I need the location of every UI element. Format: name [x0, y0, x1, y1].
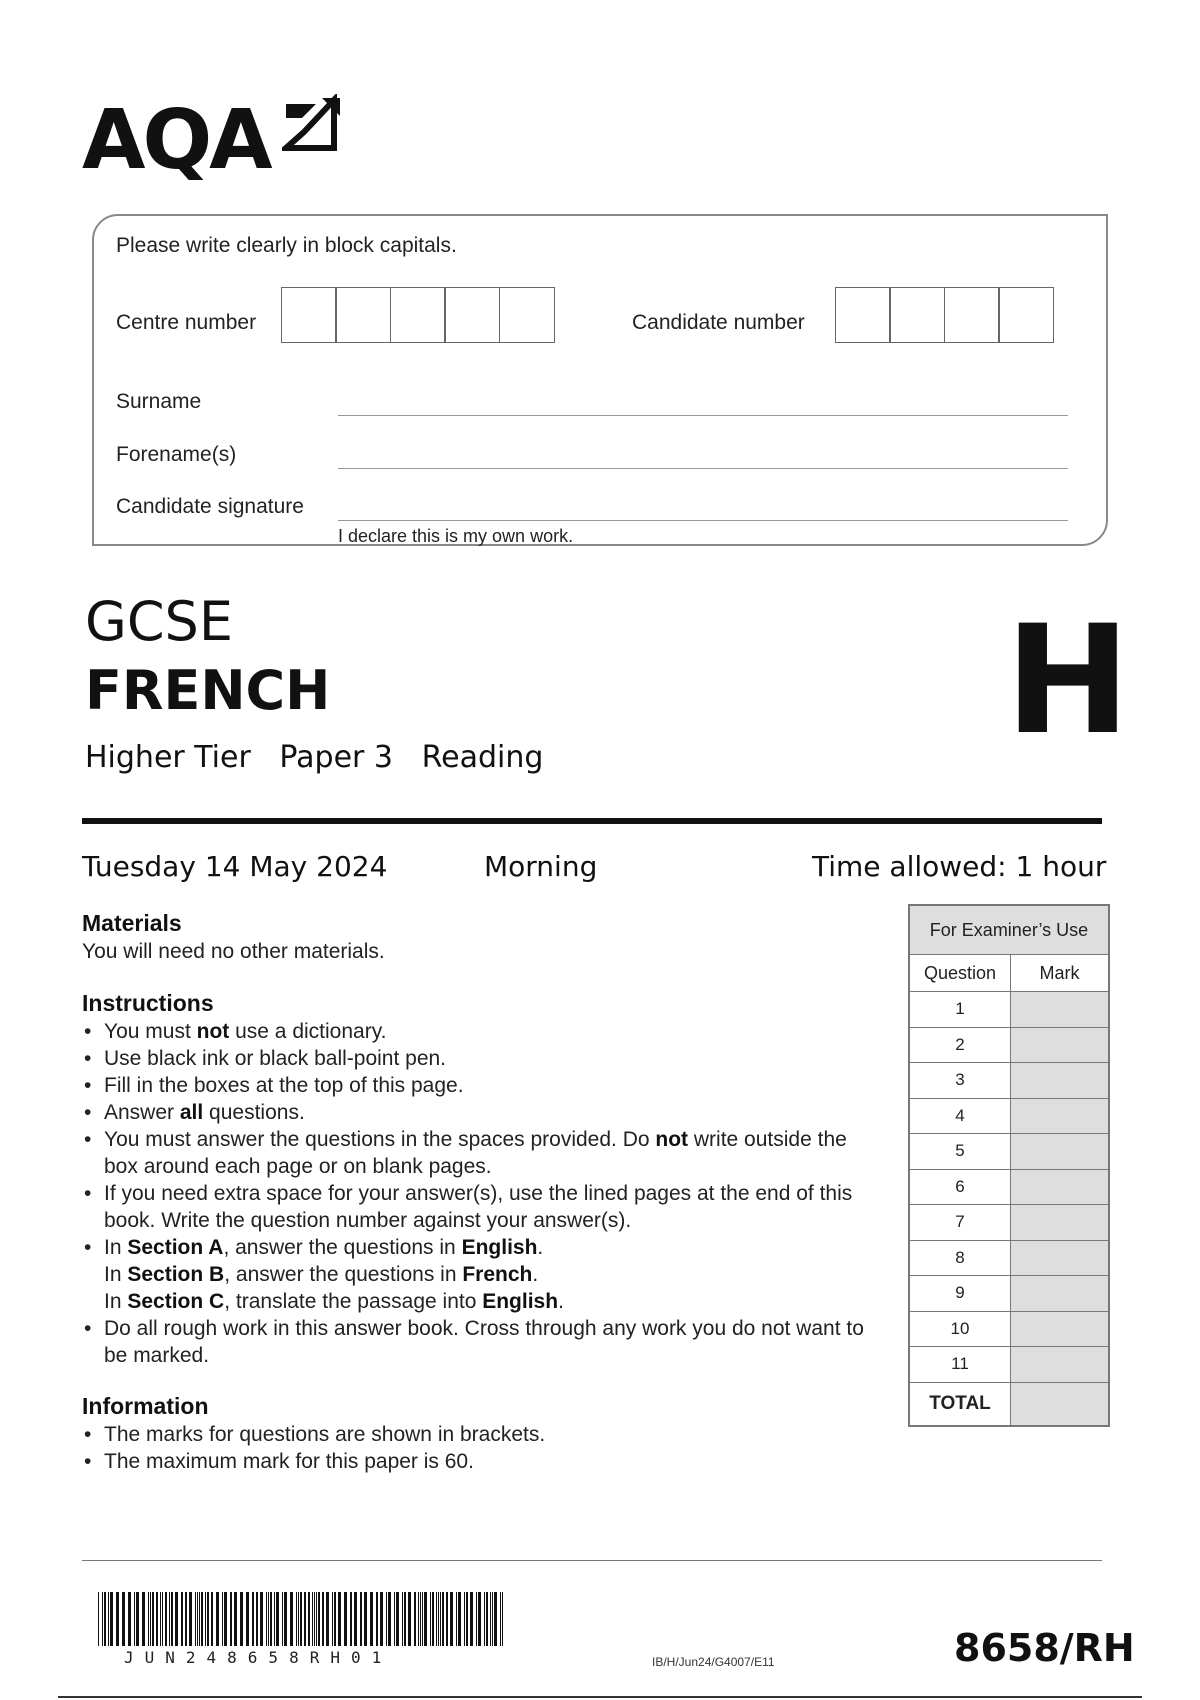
candidate-number-label: Candidate number — [632, 311, 805, 334]
barcode-bar — [492, 1592, 493, 1646]
barcode-bar — [318, 1592, 320, 1646]
barcode-bar — [500, 1592, 501, 1646]
tier-text: Higher Tier — [85, 740, 251, 775]
barcode-bar — [296, 1592, 297, 1646]
centre-digit-box[interactable] — [499, 287, 555, 343]
barcode-bar — [189, 1592, 192, 1646]
barcode-number: JUN248658RH01 — [124, 1648, 393, 1667]
barcode-bar — [438, 1592, 439, 1646]
list-item: • You must not use a dictionary. — [82, 1018, 872, 1045]
barcode-bar — [338, 1592, 341, 1646]
barcode-bar — [224, 1592, 227, 1646]
barcode-bar — [402, 1592, 403, 1646]
centre-digit-box[interactable] — [390, 287, 446, 343]
barcode-bar — [350, 1592, 352, 1646]
mark-cell — [1011, 992, 1110, 1028]
table-row: 2 — [909, 1027, 1109, 1063]
mark-cell — [1011, 1098, 1110, 1134]
barcode-bar — [490, 1592, 491, 1646]
forename-line[interactable] — [338, 468, 1068, 469]
block-capitals-instruction: Please write clearly in block capitals. — [116, 234, 457, 257]
barcode-bar — [314, 1592, 315, 1646]
table-row: 6 — [909, 1169, 1109, 1205]
barcode-bar — [376, 1592, 378, 1646]
instructions-list — [82, 1018, 872, 1369]
barcode-bar — [396, 1592, 399, 1646]
table-row: 1 — [909, 992, 1109, 1028]
mark-cell — [1011, 1311, 1110, 1347]
subject-title: FRENCH — [85, 659, 331, 722]
paper-subtitle — [85, 740, 543, 775]
table-row: 3 — [909, 1063, 1109, 1099]
barcode-bar — [246, 1592, 249, 1646]
centre-number-boxes[interactable] — [282, 287, 555, 343]
list-item: • The maximum mark for this paper is 60. — [82, 1448, 872, 1475]
barcode-bar — [98, 1592, 99, 1646]
barcode-bar — [466, 1592, 468, 1646]
aqa-logo: AQA — [82, 93, 270, 188]
barcode-bar — [148, 1592, 149, 1646]
table-row: 5 — [909, 1134, 1109, 1170]
barcode-bar — [388, 1592, 391, 1646]
aqa-logo-mark-icon — [282, 94, 342, 154]
page-bottom-rule — [58, 1696, 1142, 1698]
declaration-text: I declare this is my own work. — [338, 526, 574, 546]
barcode-bar — [150, 1592, 151, 1646]
mark-cell — [1011, 1169, 1110, 1205]
barcode-bar — [334, 1592, 336, 1646]
time-allowed: Time allowed: 1 hour — [812, 850, 1107, 883]
barcode-bar — [432, 1592, 434, 1646]
barcode-bar — [252, 1592, 254, 1646]
barcode-bar — [464, 1592, 465, 1646]
barcode-bar — [142, 1592, 145, 1646]
barcode-bar — [276, 1592, 279, 1646]
barcode-bar — [256, 1592, 258, 1646]
barcode-bar — [418, 1592, 419, 1646]
signature-line[interactable] — [338, 520, 1068, 521]
barcode-bar — [354, 1592, 357, 1646]
barcode-bar — [422, 1592, 423, 1646]
barcode-bar — [300, 1592, 302, 1646]
candidate-digit-box[interactable] — [998, 287, 1054, 343]
barcode-bar — [360, 1592, 362, 1646]
forename-label: Forename(s) — [116, 443, 237, 466]
barcode-bar — [211, 1592, 213, 1646]
information-heading: Information — [82, 1393, 209, 1419]
barcode-bar — [312, 1592, 313, 1646]
barcode-bar — [152, 1592, 154, 1646]
list-item: • Answer all questions. — [82, 1099, 872, 1126]
mark-cell — [1011, 1205, 1110, 1241]
barcode-bar — [282, 1592, 283, 1646]
barcode-bar — [181, 1592, 183, 1646]
barcode-bar — [171, 1592, 173, 1646]
list-item: • In Section A, answer the questions in English. In Section B, answer the questions in French. In Section C, translate the passage into English. — [82, 1234, 872, 1315]
barcode-bar — [414, 1592, 416, 1646]
barcode-bar — [162, 1592, 163, 1646]
barcode-bar — [316, 1592, 317, 1646]
barcode-bar — [102, 1592, 103, 1646]
barcode-bar — [268, 1592, 269, 1646]
barcode-bar — [502, 1592, 503, 1646]
barcode-bar — [494, 1592, 497, 1646]
list-item: • Fill in the boxes at the top of this page. — [82, 1072, 872, 1099]
barcode-bar — [436, 1592, 437, 1646]
barcode-bar — [122, 1592, 125, 1646]
barcode-bar — [160, 1592, 161, 1646]
barcode-bar — [116, 1592, 119, 1646]
barcode-bar — [165, 1592, 167, 1646]
barcode-bar — [394, 1592, 395, 1646]
barcode-bar — [424, 1592, 427, 1646]
barcode-bar — [240, 1592, 243, 1646]
title-divider — [82, 818, 1102, 824]
signature-label: Candidate signature — [116, 495, 304, 518]
paper-number: Paper 3 — [279, 740, 394, 775]
materials-text: You will need no other materials. — [82, 940, 385, 963]
barcode-bar — [370, 1592, 373, 1646]
list-item: • Use black ink or black ball-point pen. — [82, 1045, 872, 1072]
barcode-bar — [205, 1592, 206, 1646]
list-item: • The marks for questions are shown in brackets. — [82, 1421, 872, 1448]
examiners-use-table — [908, 904, 1110, 1427]
surname-label: Surname — [116, 390, 202, 413]
paper-code: 8658/RH — [954, 1626, 1135, 1670]
mark-cell — [1011, 1027, 1110, 1063]
barcode-bar — [326, 1592, 329, 1646]
barcode-bar — [108, 1592, 109, 1646]
list-item: • You must answer the questions in the spaces provided. Do not write outside the box around each page or on blank pages. — [82, 1126, 872, 1180]
barcode-bar — [197, 1592, 198, 1646]
barcode-bar — [156, 1592, 158, 1646]
barcode-bar — [260, 1592, 263, 1646]
barcode-bar — [486, 1592, 488, 1646]
table-row: 7 — [909, 1205, 1109, 1241]
instructions-heading: Instructions — [82, 990, 214, 1016]
barcode-bar — [304, 1592, 306, 1646]
barcode-bar — [201, 1592, 203, 1646]
total-mark-cell — [1011, 1382, 1110, 1426]
candidate-number-boxes[interactable] — [836, 287, 1054, 343]
barcode-bar — [442, 1592, 444, 1646]
barcode-bar — [456, 1592, 457, 1646]
barcode-bar — [344, 1592, 347, 1646]
barcode-bar — [440, 1592, 441, 1646]
barcode-bar — [274, 1592, 275, 1646]
barcode-bar — [270, 1592, 272, 1646]
candidate-digit-box[interactable] — [835, 287, 891, 343]
barcode-bar — [230, 1592, 232, 1646]
barcode-bar — [222, 1592, 223, 1646]
barcode-bar — [234, 1592, 237, 1646]
reference-code: IB/H/Jun24/G4007/E11 — [652, 1655, 775, 1669]
candidate-digit-box[interactable] — [889, 287, 945, 343]
barcode-bar — [408, 1592, 411, 1646]
barcode-bar — [290, 1592, 293, 1646]
centre-number-label: Centre number — [116, 311, 257, 334]
barcode-bar — [284, 1592, 287, 1646]
table-row: 4 — [909, 1098, 1109, 1134]
materials-heading: Materials — [82, 910, 182, 936]
barcode-bar — [298, 1592, 299, 1646]
barcode-bar — [478, 1592, 481, 1646]
barcode-bar — [404, 1592, 406, 1646]
tier-letter: H — [1005, 594, 1131, 768]
list-item: • Do all rough work in this answer book. Cross through any work you do not want to be marked. — [82, 1315, 872, 1369]
component-name: Reading — [421, 740, 544, 775]
candidate-digit-box[interactable] — [944, 287, 1000, 343]
barcode-bar — [136, 1592, 139, 1646]
centre-digit-box[interactable] — [281, 287, 337, 343]
mark-cell — [1011, 1347, 1110, 1383]
mark-cell — [1011, 1134, 1110, 1170]
barcode-bar — [446, 1592, 448, 1646]
question-column-header: Question — [909, 955, 1011, 992]
barcode — [98, 1592, 508, 1646]
barcode-bar — [175, 1592, 178, 1646]
barcode-bar — [380, 1592, 383, 1646]
barcode-bar — [195, 1592, 196, 1646]
mark-cell — [1011, 1063, 1110, 1099]
barcode-bar — [322, 1592, 324, 1646]
table-row: 8 — [909, 1240, 1109, 1276]
barcode-bar — [128, 1592, 131, 1646]
mark-cell — [1011, 1240, 1110, 1276]
table-row: 11 — [909, 1347, 1109, 1383]
qualification-title: GCSE — [85, 590, 233, 653]
barcode-bar — [207, 1592, 209, 1646]
exam-date: Tuesday 14 May 2024 — [82, 850, 388, 883]
barcode-bar — [216, 1592, 219, 1646]
barcode-bar — [364, 1592, 367, 1646]
total-row — [909, 1382, 1109, 1426]
barcode-bar — [308, 1592, 310, 1646]
centre-digit-box[interactable] — [444, 287, 500, 343]
footer-divider — [82, 1560, 1102, 1561]
barcode-bar — [266, 1592, 267, 1646]
mark-cell — [1011, 1276, 1110, 1312]
barcode-bar — [110, 1592, 113, 1646]
barcode-bar — [458, 1592, 461, 1646]
surname-line[interactable] — [338, 415, 1068, 416]
barcode-bar — [104, 1592, 106, 1646]
mark-column-header: Mark — [1011, 955, 1110, 992]
table-row: 10 — [909, 1311, 1109, 1347]
barcode-bar — [169, 1592, 170, 1646]
barcode-bar — [185, 1592, 187, 1646]
barcode-bar — [450, 1592, 453, 1646]
exam-session: Morning — [484, 850, 598, 883]
total-label: TOTAL — [909, 1382, 1011, 1426]
list-item: • If you need extra space for your answer(s), use the lined pages at the end of this book. Write the question number against your answer(s). — [82, 1180, 872, 1234]
barcode-bar — [430, 1592, 431, 1646]
barcode-bar — [199, 1592, 200, 1646]
barcode-bar — [134, 1592, 135, 1646]
barcode-bar — [476, 1592, 477, 1646]
barcode-bar — [420, 1592, 421, 1646]
table-row: 9 — [909, 1276, 1109, 1312]
barcode-bar — [386, 1592, 387, 1646]
barcode-bar — [332, 1592, 333, 1646]
barcode-bar — [470, 1592, 473, 1646]
barcode-bar — [484, 1592, 485, 1646]
centre-digit-box[interactable] — [335, 287, 391, 343]
examiners-use-header: For Examiner’s Use — [909, 905, 1109, 955]
information-list — [82, 1421, 872, 1475]
